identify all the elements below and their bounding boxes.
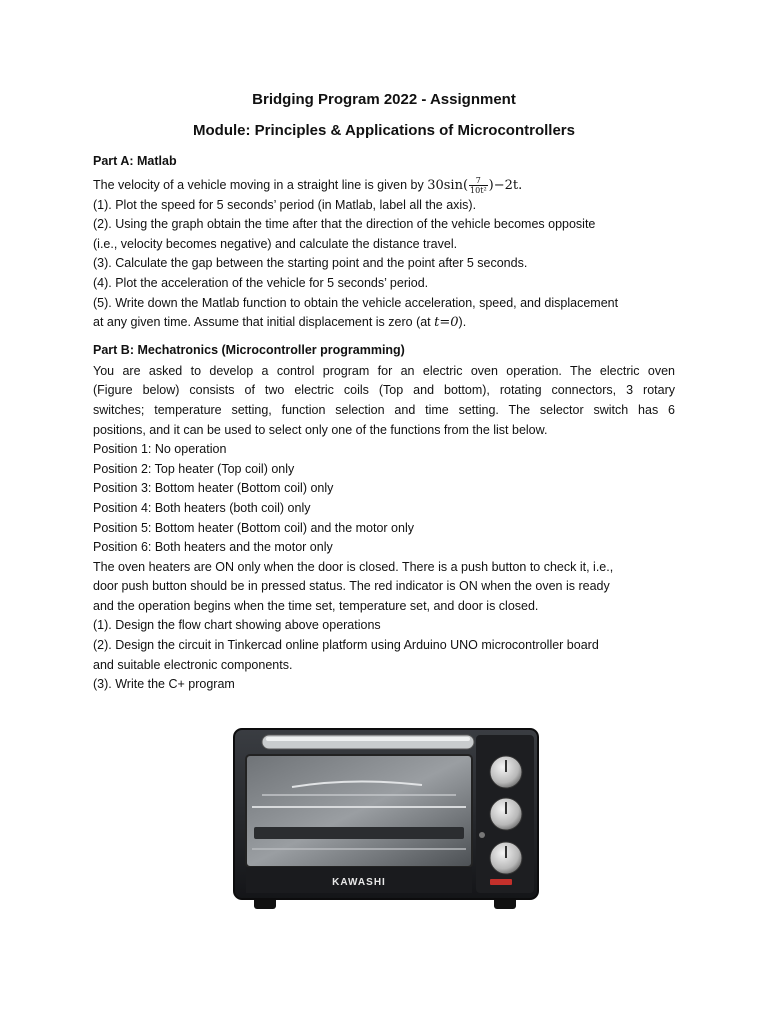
position-item: Position 4: Both heaters (both coil) only [93,500,311,515]
oven-figure [232,727,540,913]
last-line-suffix: ). [458,315,467,330]
oven-tray [254,827,464,839]
part-a-line: (3). Calculate the gap between the starting point and the point after 5 seconds. [93,256,528,271]
oven-image [232,727,540,913]
formula-denominator: 10t² [470,186,487,195]
part-a-intro-line [93,176,675,196]
part-a-line: (1). Plot the speed for 5 seconds’ period (in Matlab, label all the axis). [93,197,477,212]
position-list [93,440,675,558]
formula-numerator: 7 [469,176,488,186]
red-indicator [490,879,512,885]
part-b-paragraph-line: positions, and it can be used to select only one of the functions from the list below. [93,422,548,437]
last-line-prefix: at any given time. Assume that initial displacement is zero (at [93,315,435,330]
part-a-last-line [93,313,675,333]
oven-brand-label: KAWASHI [332,877,386,888]
position-item: Position 6: Both heaters and the motor only [93,540,333,555]
last-line-math: t=0 [434,315,459,331]
part-a-line: (4). Plot the acceleration of the vehicle for 5 seconds’ period. [93,275,429,290]
module-title: Module: Principles & Applications of Microcontrollers [193,122,575,139]
part-b-paragraph-line: (Figure below) consists of two electric coils (Top and bottom), rotating connectors, 3 rotary [93,383,675,398]
part-a-heading: Part A: Matlab [93,154,177,168]
position-item: Position 2: Top heater (Top coil) only [93,461,295,476]
part-b-line: (1). Design the flow chart showing above operations [93,618,381,633]
document-title: Bridging Program 2022 - Assignment [252,91,516,108]
part-b-line: and the operation begins when the time set, temperature set, and door is closed. [93,598,539,613]
formula-suffix: −2t. [493,178,523,193]
position-item: Position 1: No operation [93,442,227,457]
part-b-line: and suitable electronic components. [93,657,293,672]
part-b-line: (2). Design the circuit in Tinkercad online platform using Arduino UNO microcontroller board [93,638,599,653]
part-b-heading: Part B: Mechatronics (Microcontroller programming) [93,342,405,357]
oven-window [246,755,472,867]
part-b-paragraph-line: You are asked to develop a control program for an electric oven operation. The electric oven [93,363,675,378]
part-a-intro: The velocity of a vehicle moving in a straight line is given by [93,178,424,192]
timer-symbol-icon [479,832,485,838]
document-page [93,90,675,695]
oven-handle-highlight [266,737,470,741]
part-b-line: door push button should be in pressed status. The red indicator is ON when the oven is ready [93,579,610,594]
part-a-line: (5). Write down the Matlab function to obtain the vehicle acceleration, speed, and displacement [93,295,619,310]
part-a-questions [93,196,675,314]
formula-prefix: 30sin [427,178,463,193]
position-item: Position 3: Bottom heater (Bottom coil) only [93,481,334,496]
part-a-line: (2). Using the graph obtain the time after that the direction of the vehicle becomes opposite [93,217,596,232]
formula-fraction [469,176,488,195]
part-b-questions [93,558,675,695]
velocity-formula: 30sin( $\frac{7}{\text{10t²}}$ )−2t. [427,176,523,195]
position-item: Position 5: Bottom heater (Bottom coil) and the motor only [93,520,414,535]
part-b-paragraph-line: switches; temperature setting, function selection and time setting. The selector switch has 6 [93,402,675,417]
part-b-line: The oven heaters are ON only when the door is closed. There is a push button to check it, i.e., [93,559,614,574]
part-b-paragraph [93,362,675,440]
part-b-line: (3). Write the C+ program [93,677,235,692]
part-a-line: (i.e., velocity becomes negative) and calculate the distance travel. [93,236,458,251]
